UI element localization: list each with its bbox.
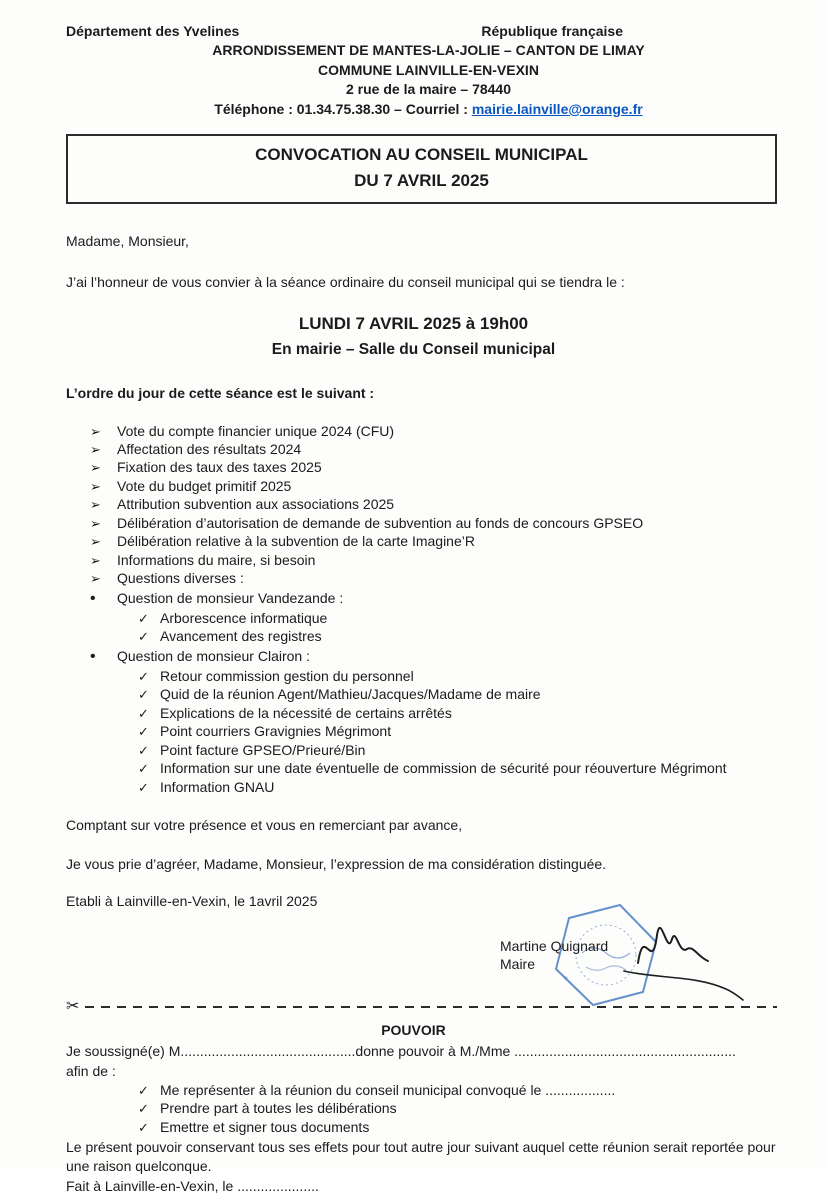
agenda-item-text: Avancement des registres <box>160 628 322 645</box>
arrow-bullet-icon: ➢ <box>90 423 101 439</box>
letterhead <box>66 22 791 118</box>
agenda-item <box>66 422 791 440</box>
pouvoir-title: POUVOIR <box>381 1021 446 1038</box>
arrondissement-line: ARRONDISSEMENT DE MANTES-LA-JOLIE – CANTON DE LIMAY <box>212 42 645 59</box>
scissors-icon: ✂ <box>66 997 80 1015</box>
agenda-item <box>66 741 791 759</box>
pouvoir-item <box>66 1118 791 1136</box>
agenda-item-text: Quid de la réunion Agent/Mathieu/Jacques/Madame de maire <box>160 686 541 703</box>
agenda-item-text: Vote du budget primitif 2025 <box>117 477 292 494</box>
check-bullet-icon: ✓ <box>138 742 149 758</box>
agenda-item <box>66 551 791 569</box>
agenda-item <box>66 495 791 513</box>
check-bullet-icon: ✓ <box>138 629 149 645</box>
check-bullet-icon: ✓ <box>138 761 149 777</box>
arrow-bullet-icon: ➢ <box>90 460 101 476</box>
agenda-item-text: Affectation des résultats 2024 <box>117 440 302 457</box>
meeting-date: LUNDI 7 AVRIL 2025 à 19h00 <box>298 314 529 334</box>
arrow-bullet-icon: ➢ <box>90 478 101 494</box>
check-bullet-icon: ✓ <box>138 724 149 740</box>
agenda-item <box>66 759 791 777</box>
agenda-item <box>66 704 791 722</box>
convocation-title-box <box>66 134 777 204</box>
arrow-bullet-icon: ➢ <box>90 515 101 531</box>
check-bullet-icon: ✓ <box>138 668 149 684</box>
pouvoir-note: Le présent pouvoir conservant tous ses effets pour tout autre jour suivant auquel cette réunion serait reportée pour une raison quelconque. <box>66 1139 776 1174</box>
email-link[interactable]: mairie.lainville@orange.fr <box>471 100 643 117</box>
closing-place-date: Etabli à Lainville-en-Vexin, le 1avril 2025 <box>66 893 318 910</box>
pouvoir-item-list <box>66 1081 791 1136</box>
dot-bullet-icon: • <box>90 647 96 665</box>
commune-line: COMMUNE LAINVILLE-EN-VEXIN <box>318 61 539 78</box>
meeting-place: En mairie – Salle du Conseil municipal <box>271 340 556 358</box>
pouvoir-item <box>66 1099 791 1117</box>
check-bullet-icon: ✓ <box>138 1101 149 1117</box>
agenda-item <box>66 532 791 550</box>
agenda-item <box>66 588 791 609</box>
agenda-item <box>66 514 791 532</box>
closing-thanks: Comptant sur votre présence et vous en remerciant par avance, <box>66 817 463 834</box>
signature-area <box>66 919 791 997</box>
agenda-item <box>66 458 791 476</box>
check-bullet-icon: ✓ <box>138 1082 149 1098</box>
agenda-item-text: Question de monsieur Vandezande : <box>117 589 344 606</box>
agenda-item-text: Information GNAU <box>160 778 275 795</box>
arrow-bullet-icon: ➢ <box>90 552 101 568</box>
arrow-bullet-icon: ➢ <box>90 534 101 550</box>
pouvoir-item-text: Me représenter à la réunion du conseil municipal convoqué le .................. <box>160 1081 616 1098</box>
check-bullet-icon: ✓ <box>138 1119 149 1135</box>
stamp-star: * <box>564 974 568 986</box>
arrow-bullet-icon: ➢ <box>90 441 101 457</box>
intro-paragraph: J’ai l’honneur de vous convier à la séance ordinaire du conseil municipal qui se tiendra le : <box>66 273 625 290</box>
signature-tail <box>624 971 743 1000</box>
pouvoir-footer: Fait à Lainville-en-Vexin, le ..................... <box>66 1178 319 1195</box>
agenda-item-text: Fixation des taux des taxes 2025 <box>117 459 322 476</box>
agenda-item-text: Arborescence informatique <box>160 609 328 626</box>
agenda-item <box>66 627 791 645</box>
agenda-item-text: Vote du compte financier unique 2024 (CFU) <box>117 422 395 439</box>
arrow-bullet-icon: ➢ <box>90 497 101 513</box>
check-bullet-icon: ✓ <box>138 687 149 703</box>
agenda-item <box>66 646 791 667</box>
check-bullet-icon: ✓ <box>138 610 149 626</box>
convocation-title-line1: CONVOCATION AU CONSEIL MUNICIPAL <box>255 145 588 165</box>
agenda-item <box>66 440 791 458</box>
pouvoir-grantor-line: Je soussigné(e) M.............................................donne pouvoir à M./Mme ......................................................... <box>66 1043 736 1060</box>
agenda-item <box>66 667 791 685</box>
agenda-item-text: Délibération d’autorisation de demande de subvention au fonds de concours GPSEO <box>117 514 644 531</box>
agenda-item <box>66 685 791 703</box>
arrow-bullet-icon: ➢ <box>90 571 101 587</box>
agenda-item-text: Retour commission gestion du personnel <box>160 667 414 684</box>
signatory-name: Martine Quignard <box>500 937 609 954</box>
contact-prefix: Téléphone : 01.34.75.38.30 – Courriel : <box>214 100 472 117</box>
signature-block <box>500 937 608 974</box>
agenda-item <box>66 477 791 495</box>
signatory-title: Maire <box>500 956 536 973</box>
agenda-item-text: Point facture GPSEO/Prieuré/Bin <box>160 741 366 758</box>
check-bullet-icon: ✓ <box>138 779 149 795</box>
closing-regards: Je vous prie d’agréer, Madame, Monsieur, l’expression de ma considération distinguée. <box>66 855 607 872</box>
pouvoir-purpose-label: afin de : <box>66 1062 116 1079</box>
address-line: 2 rue de la maire – 78440 <box>346 81 511 98</box>
agenda-item <box>66 609 791 627</box>
pouvoir-item-text: Prendre part à toutes les délibérations <box>160 1100 397 1117</box>
convocation-title-line2: DU 7 AVRIL 2025 <box>354 170 489 190</box>
agenda-item-text: Explications de la nécessité de certains arrêtés <box>160 704 452 721</box>
agenda-list <box>66 422 791 797</box>
agenda-item <box>66 569 791 587</box>
agenda-item-text: Point courriers Gravignies Mégrimont <box>160 723 392 740</box>
letterhead-top-row <box>66 22 791 40</box>
contact-line <box>66 100 791 118</box>
republic-name: République française <box>481 23 623 39</box>
agenda-item <box>66 722 791 740</box>
pouvoir-item <box>66 1081 791 1099</box>
dot-bullet-icon: • <box>90 589 96 607</box>
check-bullet-icon: ✓ <box>138 705 149 721</box>
agenda-item-text: Question de monsieur Clairon : <box>117 647 310 664</box>
pouvoir-item-text: Emettre et signer tous documents <box>160 1118 370 1135</box>
agenda-item-text: Informations du maire, si besoin <box>117 551 316 568</box>
agenda-item-text: Questions diverses : <box>117 570 244 587</box>
salutation: Madame, Monsieur, <box>66 233 189 250</box>
agenda-item <box>66 778 791 796</box>
department-name: Département des Yvelines <box>66 23 240 39</box>
agenda-item-text: Information sur une date éventuelle de commission de sécurité pour réouverture Mégrimont <box>160 760 727 777</box>
agenda-heading: L’ordre du jour de cette séance est le suivant : <box>66 385 375 402</box>
agenda-item-text: Attribution subvention aux associations 2025 <box>117 496 395 513</box>
agenda-item-text: Délibération relative à la subvention de la carte Imagine’R <box>117 533 475 550</box>
